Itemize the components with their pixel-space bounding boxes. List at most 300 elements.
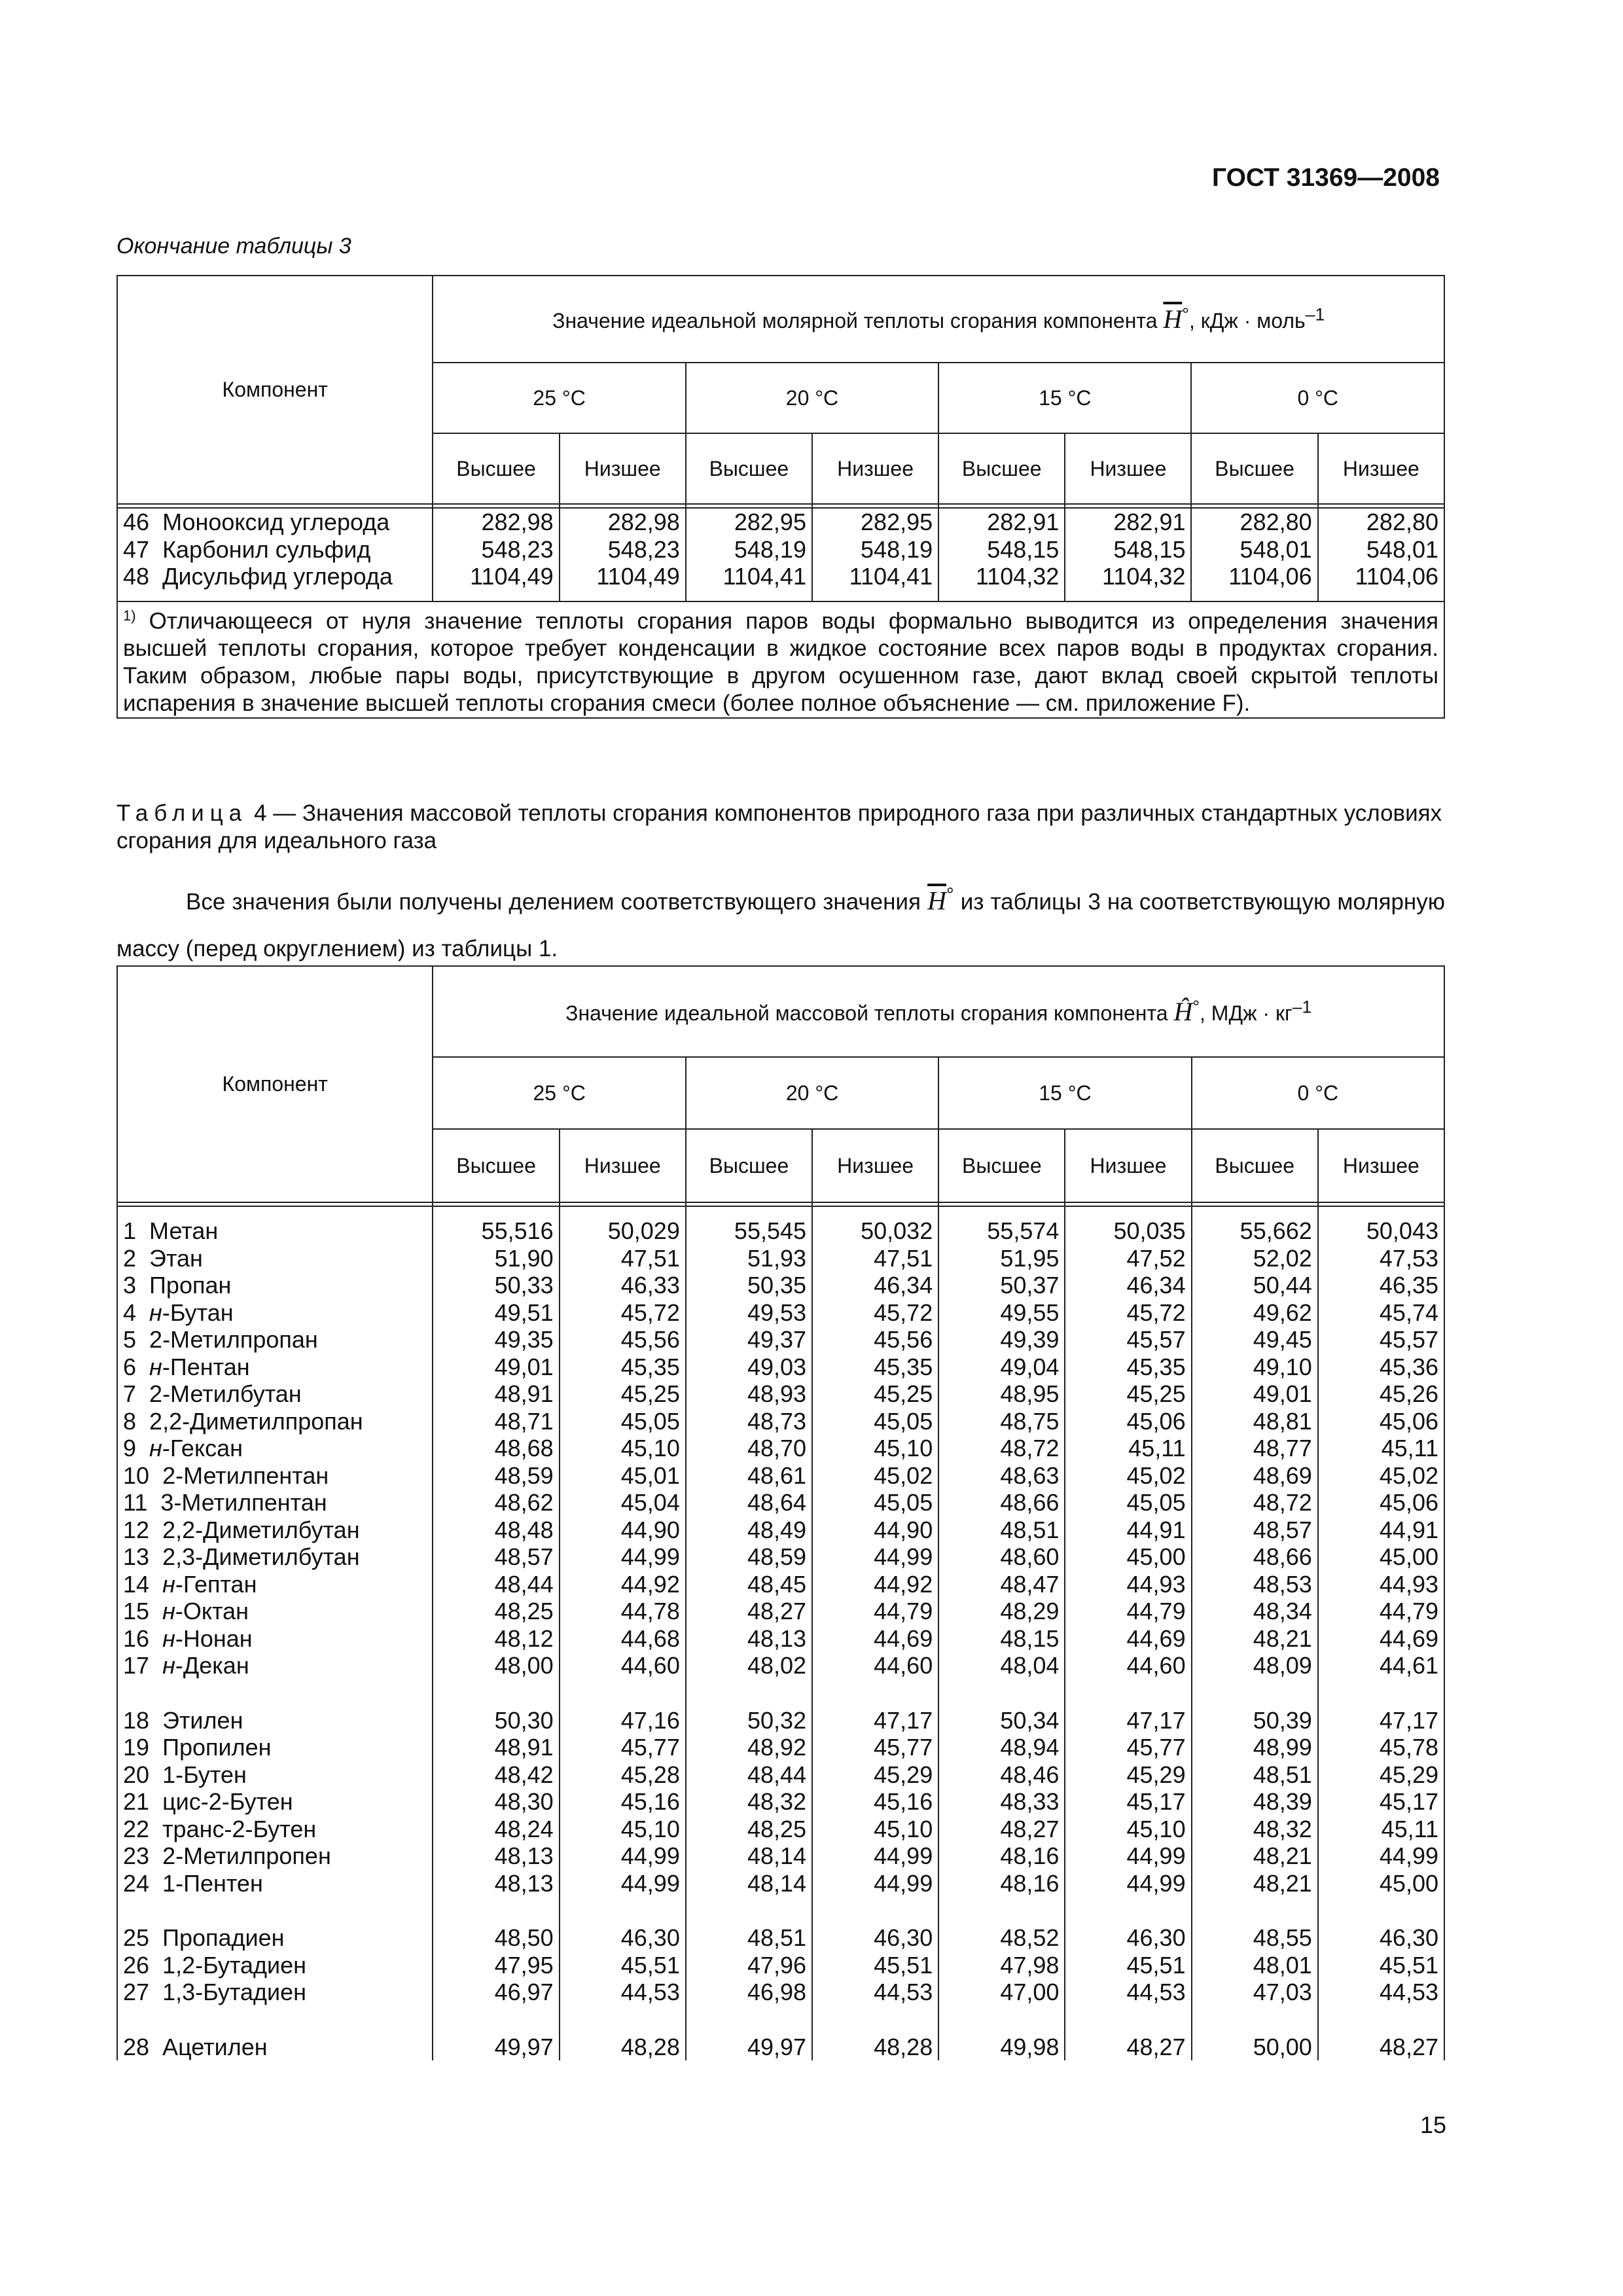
value-cell: 45,16 bbox=[560, 1788, 686, 1816]
intro-text-before: Все значения были получены делением соответствующего значения bbox=[186, 889, 921, 915]
value-cell: 50,043 bbox=[1318, 1217, 1444, 1245]
component-name-cell bbox=[117, 1788, 433, 1816]
mass-heat-units: , МДж · кг bbox=[1200, 1001, 1293, 1025]
component-name-cell bbox=[117, 1217, 433, 1245]
component-name: 1-Бутен bbox=[162, 1761, 247, 1788]
value-cell: 48,16 bbox=[938, 1870, 1065, 1897]
value-cell: 48,44 bbox=[433, 1571, 559, 1598]
value-cell: 49,97 bbox=[433, 2034, 559, 2061]
value-cell: 48,66 bbox=[938, 1489, 1065, 1516]
value-cell: 44,99 bbox=[1065, 1870, 1191, 1897]
component-name-cell bbox=[117, 1924, 433, 1952]
sub-header: Высшее bbox=[1192, 1129, 1318, 1202]
sub-header: Высшее bbox=[686, 1129, 812, 1202]
value-cell: 1104,32 bbox=[938, 563, 1065, 590]
value-cell: 44,99 bbox=[812, 1543, 938, 1571]
value-cell: 45,35 bbox=[1065, 1354, 1191, 1381]
row-number: 19 bbox=[123, 1734, 150, 1761]
value-cell: 45,02 bbox=[812, 1462, 938, 1490]
sub-header: Высшее bbox=[938, 1129, 1065, 1202]
row-number: 18 bbox=[123, 1706, 150, 1734]
value-cell: 44,91 bbox=[1065, 1516, 1191, 1544]
value-cell: 49,55 bbox=[938, 1299, 1065, 1327]
value-cell: 48,32 bbox=[686, 1788, 812, 1816]
footnote bbox=[117, 601, 1444, 719]
table-row bbox=[117, 1952, 1444, 1979]
component-name-cell bbox=[117, 1652, 433, 1679]
value-cell: 48,63 bbox=[938, 1462, 1065, 1490]
normal-prefix: н bbox=[162, 1598, 175, 1624]
footnote-row bbox=[117, 601, 1444, 719]
row-number: 12 bbox=[123, 1516, 150, 1543]
sub-header: Низшее bbox=[560, 433, 686, 504]
component-name: -Нонан bbox=[175, 1624, 253, 1652]
value-cell: 1104,06 bbox=[1191, 563, 1317, 590]
value-cell: 45,29 bbox=[1065, 1761, 1191, 1789]
value-cell: 49,03 bbox=[686, 1354, 812, 1381]
component-name: Этилен bbox=[162, 1706, 243, 1734]
value-cell: 46,30 bbox=[1318, 1924, 1444, 1952]
table3-body bbox=[117, 508, 1444, 590]
value-cell: 48,00 bbox=[433, 1652, 559, 1679]
value-cell: 50,029 bbox=[560, 1217, 686, 1245]
component-name: Ацетилен bbox=[162, 2033, 268, 2060]
value-cell: 48,21 bbox=[1192, 1625, 1318, 1653]
value-cell: 47,96 bbox=[686, 1952, 812, 1979]
value-cell: 282,80 bbox=[1318, 508, 1444, 536]
mass-heat-header bbox=[433, 966, 1444, 1057]
value-cell: 44,53 bbox=[812, 1979, 938, 2006]
table-row bbox=[117, 1543, 1444, 1571]
value-cell: 49,53 bbox=[686, 1299, 812, 1327]
value-cell: 45,04 bbox=[560, 1489, 686, 1516]
value-cell: 45,25 bbox=[812, 1380, 938, 1408]
value-cell: 44,79 bbox=[1318, 1598, 1444, 1625]
value-cell: 44,79 bbox=[1065, 1598, 1191, 1625]
value-cell: 44,99 bbox=[812, 1842, 938, 1870]
sub-header: Низшее bbox=[1318, 1129, 1444, 1202]
value-cell: 46,34 bbox=[812, 1272, 938, 1299]
value-cell: 48,57 bbox=[433, 1543, 559, 1571]
table3-continuation-caption: Окончание таблицы 3 bbox=[116, 234, 351, 259]
component-name-cell bbox=[117, 1380, 433, 1408]
table-row bbox=[117, 1299, 1444, 1327]
row-number: 25 bbox=[123, 1924, 150, 1951]
value-cell: 282,91 bbox=[938, 508, 1065, 536]
component-name: -Пентан bbox=[162, 1353, 250, 1380]
group-gap bbox=[117, 1897, 1444, 1924]
table4-intro bbox=[116, 872, 1445, 972]
value-cell: 1104,41 bbox=[812, 563, 938, 590]
value-cell: 48,62 bbox=[433, 1489, 559, 1516]
row-number: 14 bbox=[123, 1570, 150, 1598]
value-cell: 45,02 bbox=[1065, 1462, 1191, 1490]
value-cell: 49,04 bbox=[938, 1354, 1065, 1381]
component-name-cell bbox=[117, 1489, 433, 1516]
row-number: 48 bbox=[123, 563, 150, 590]
component-name: 2,3-Диметилбутан bbox=[162, 1543, 360, 1570]
value-cell: 48,60 bbox=[938, 1543, 1065, 1571]
value-cell: 49,45 bbox=[1192, 1326, 1318, 1354]
value-cell: 45,51 bbox=[812, 1952, 938, 1979]
normal-prefix: н bbox=[162, 1624, 175, 1652]
value-cell: 47,98 bbox=[938, 1952, 1065, 1979]
value-cell: 49,10 bbox=[1192, 1354, 1318, 1381]
value-cell: 45,16 bbox=[812, 1788, 938, 1816]
value-cell: 48,51 bbox=[686, 1924, 812, 1952]
component-name: Метан bbox=[149, 1217, 219, 1244]
table-row bbox=[117, 1625, 1444, 1653]
row-number: 4 bbox=[123, 1299, 137, 1326]
value-cell: 49,62 bbox=[1192, 1299, 1318, 1327]
sub-header: Низшее bbox=[1065, 433, 1191, 504]
footnote-mark: 1) bbox=[123, 607, 136, 624]
component-name-cell bbox=[117, 1598, 433, 1625]
value-cell: 1104,49 bbox=[560, 563, 686, 590]
value-cell: 48,25 bbox=[686, 1816, 812, 1843]
table-row bbox=[117, 1598, 1444, 1625]
component-name: 2-Метилпропен bbox=[162, 1842, 331, 1869]
component-name: 2-Метилбутан bbox=[149, 1380, 302, 1407]
value-cell: 48,25 bbox=[433, 1598, 559, 1625]
symbol-h-degree: ° bbox=[1182, 304, 1189, 325]
value-cell: 44,60 bbox=[560, 1652, 686, 1679]
component-name: -Октан bbox=[175, 1598, 249, 1624]
component-name-cell bbox=[117, 1435, 433, 1462]
value-cell: 49,01 bbox=[1192, 1380, 1318, 1408]
value-cell: 48,02 bbox=[686, 1652, 812, 1679]
value-cell: 48,77 bbox=[1192, 1435, 1318, 1462]
value-cell: 548,19 bbox=[812, 536, 938, 564]
component-name-cell bbox=[117, 1354, 433, 1381]
table-word: Таблица bbox=[116, 800, 248, 826]
value-cell: 48,48 bbox=[433, 1516, 559, 1544]
value-cell: 44,99 bbox=[560, 1842, 686, 1870]
value-cell: 44,91 bbox=[1318, 1516, 1444, 1544]
value-cell: 45,02 bbox=[1318, 1462, 1444, 1490]
units-exponent: –1 bbox=[1292, 997, 1312, 1017]
component-name-cell bbox=[117, 1761, 433, 1789]
value-cell: 48,21 bbox=[1192, 1870, 1318, 1897]
sub-header: Низшее bbox=[560, 1129, 686, 1202]
value-cell: 45,77 bbox=[560, 1734, 686, 1761]
value-cell: 48,92 bbox=[686, 1734, 812, 1761]
value-cell: 45,35 bbox=[812, 1354, 938, 1381]
table-row bbox=[117, 563, 1444, 590]
row-number: 10 bbox=[123, 1462, 150, 1489]
table-row bbox=[117, 1924, 1444, 1952]
value-cell: 48,12 bbox=[433, 1625, 559, 1653]
row-number: 23 bbox=[123, 1842, 150, 1869]
value-cell: 45,00 bbox=[1318, 1543, 1444, 1571]
component-name-cell bbox=[117, 1462, 433, 1490]
value-cell: 50,032 bbox=[812, 1217, 938, 1245]
table-row bbox=[117, 508, 1444, 536]
component-name: Пропадиен bbox=[162, 1924, 285, 1951]
component-name: Пропан bbox=[149, 1272, 232, 1299]
value-cell: 45,51 bbox=[560, 1952, 686, 1979]
value-cell: 48,93 bbox=[686, 1380, 812, 1408]
value-cell: 52,02 bbox=[1192, 1245, 1318, 1272]
value-cell: 48,27 bbox=[938, 1816, 1065, 1843]
value-cell: 49,37 bbox=[686, 1326, 812, 1354]
value-cell: 44,69 bbox=[1318, 1625, 1444, 1653]
value-cell: 44,99 bbox=[1065, 1842, 1191, 1870]
normal-prefix: н bbox=[149, 1435, 162, 1462]
value-cell: 45,51 bbox=[1318, 1952, 1444, 1979]
value-cell: 48,73 bbox=[686, 1408, 812, 1435]
component-name-cell bbox=[117, 1952, 433, 1979]
value-cell: 47,16 bbox=[560, 1707, 686, 1734]
value-cell: 45,06 bbox=[1065, 1408, 1191, 1435]
value-cell: 48,30 bbox=[433, 1788, 559, 1816]
row-number: 7 bbox=[123, 1380, 137, 1407]
value-cell: 48,95 bbox=[938, 1380, 1065, 1408]
component-name-cell bbox=[117, 1816, 433, 1843]
value-cell: 44,60 bbox=[812, 1652, 938, 1679]
value-cell: 45,10 bbox=[1065, 1816, 1191, 1843]
value-cell: 44,99 bbox=[1318, 1842, 1444, 1870]
value-cell: 44,93 bbox=[1065, 1571, 1191, 1598]
symbol-h: $\overline{H}$ bbox=[927, 886, 946, 916]
component-name-cell bbox=[117, 1979, 433, 2006]
value-cell: 1104,06 bbox=[1318, 563, 1444, 590]
value-cell: 45,56 bbox=[812, 1326, 938, 1354]
normal-prefix: н bbox=[162, 1652, 175, 1679]
value-cell: 44,68 bbox=[560, 1625, 686, 1653]
value-cell: 48,14 bbox=[686, 1870, 812, 1897]
value-cell: 282,95 bbox=[812, 508, 938, 536]
component-name-cell bbox=[117, 1299, 433, 1327]
value-cell: 45,72 bbox=[560, 1299, 686, 1327]
row-number: 16 bbox=[123, 1624, 150, 1652]
value-cell: 45,28 bbox=[560, 1761, 686, 1789]
component-name-cell bbox=[117, 1272, 433, 1299]
sub-header: Высшее bbox=[1191, 433, 1317, 504]
value-cell: 44,69 bbox=[1065, 1625, 1191, 1653]
value-cell: 48,21 bbox=[1192, 1842, 1318, 1870]
symbol-h: $\overline{H}$ bbox=[1163, 304, 1183, 334]
molar-heat-header bbox=[433, 276, 1444, 363]
value-cell: 45,06 bbox=[1318, 1408, 1444, 1435]
value-cell: 48,75 bbox=[938, 1408, 1065, 1435]
value-cell: 51,95 bbox=[938, 1245, 1065, 1272]
value-cell: 48,32 bbox=[1192, 1816, 1318, 1843]
value-cell: 45,10 bbox=[812, 1435, 938, 1462]
row-number: 5 bbox=[123, 1326, 137, 1353]
value-cell: 48,14 bbox=[686, 1842, 812, 1870]
component-name: 2,2-Диметилпропан bbox=[149, 1407, 363, 1435]
value-cell: 44,61 bbox=[1318, 1652, 1444, 1679]
value-cell: 282,95 bbox=[686, 508, 812, 536]
table-row bbox=[117, 1842, 1444, 1870]
value-cell: 48,59 bbox=[433, 1462, 559, 1490]
value-cell: 1104,49 bbox=[433, 563, 559, 590]
value-cell: 45,11 bbox=[1318, 1435, 1444, 1462]
value-cell: 45,72 bbox=[1065, 1299, 1191, 1327]
value-cell: 44,99 bbox=[560, 1870, 686, 1897]
value-cell: 48,69 bbox=[1192, 1462, 1318, 1490]
value-cell: 48,51 bbox=[1192, 1761, 1318, 1789]
temp-header: 20 °С bbox=[686, 363, 938, 433]
value-cell: 44,53 bbox=[1318, 1979, 1444, 2006]
symbol-h-hat: Ĥ bbox=[1173, 997, 1193, 1026]
value-cell: 48,24 bbox=[433, 1816, 559, 1843]
value-cell: 47,17 bbox=[1065, 1707, 1191, 1734]
temp-header: 20 °С bbox=[686, 1057, 938, 1129]
component-name: Карбонил сульфид bbox=[162, 535, 371, 563]
table-row bbox=[117, 536, 1444, 564]
component-name: 2,2-Диметилбутан bbox=[162, 1516, 360, 1543]
component-name: 1,2-Бутадиен bbox=[162, 1951, 307, 1979]
value-cell: 48,09 bbox=[1192, 1652, 1318, 1679]
value-cell: 47,52 bbox=[1065, 1245, 1191, 1272]
sub-header: Высшее bbox=[686, 433, 812, 504]
value-cell: 44,78 bbox=[560, 1598, 686, 1625]
value-cell: 45,77 bbox=[812, 1734, 938, 1761]
value-cell: 282,98 bbox=[560, 508, 686, 536]
component-name: 1,3-Бутадиен bbox=[162, 1979, 307, 2005]
table-row bbox=[117, 1761, 1444, 1789]
value-cell: 45,51 bbox=[1065, 1952, 1191, 1979]
row-number: 20 bbox=[123, 1761, 150, 1788]
value-cell: 44,79 bbox=[812, 1598, 938, 1625]
value-cell: 50,35 bbox=[686, 1272, 812, 1299]
page-number: 15 bbox=[1419, 2111, 1446, 2138]
value-cell: 44,53 bbox=[1065, 1979, 1191, 2006]
row-number: 3 bbox=[123, 1272, 137, 1299]
value-cell: 48,94 bbox=[938, 1734, 1065, 1761]
table-row bbox=[117, 1489, 1444, 1516]
value-cell: 45,57 bbox=[1318, 1326, 1444, 1354]
value-cell: 48,51 bbox=[938, 1516, 1065, 1544]
table-row bbox=[117, 1354, 1444, 1381]
value-cell: 48,61 bbox=[686, 1462, 812, 1490]
value-cell: 48,91 bbox=[433, 1734, 559, 1761]
symbol-h-degree: ° bbox=[1192, 997, 1200, 1017]
component-name-cell bbox=[117, 508, 433, 536]
value-cell: 48,47 bbox=[938, 1571, 1065, 1598]
value-cell: 46,35 bbox=[1318, 1272, 1444, 1299]
value-cell: 282,98 bbox=[433, 508, 559, 536]
row-number: 28 bbox=[123, 2033, 150, 2060]
table-row bbox=[117, 1652, 1444, 1679]
value-cell: 45,29 bbox=[1318, 1761, 1444, 1789]
value-cell: 548,19 bbox=[686, 536, 812, 564]
table-row bbox=[117, 1408, 1444, 1435]
sub-header: Низшее bbox=[1318, 433, 1444, 504]
value-cell: 45,00 bbox=[1065, 1543, 1191, 1571]
temp-header: 15 °С bbox=[938, 363, 1191, 433]
value-cell: 45,05 bbox=[812, 1408, 938, 1435]
value-cell: 48,28 bbox=[560, 2034, 686, 2061]
value-cell: 48,52 bbox=[938, 1924, 1065, 1952]
row-number: 6 bbox=[123, 1353, 137, 1380]
value-cell: 48,16 bbox=[938, 1842, 1065, 1870]
value-cell: 48,42 bbox=[433, 1761, 559, 1789]
component-name-cell bbox=[117, 1543, 433, 1571]
value-cell: 48,04 bbox=[938, 1652, 1065, 1679]
component-name-cell bbox=[117, 1408, 433, 1435]
value-cell: 45,56 bbox=[560, 1326, 686, 1354]
value-cell: 48,72 bbox=[1192, 1489, 1318, 1516]
value-cell: 48,50 bbox=[433, 1924, 559, 1952]
temp-header: 15 °С bbox=[938, 1057, 1191, 1129]
value-cell: 44,90 bbox=[560, 1516, 686, 1544]
value-cell: 45,05 bbox=[560, 1408, 686, 1435]
row-number: 46 bbox=[123, 509, 150, 535]
value-cell: 48,13 bbox=[433, 1842, 559, 1870]
table-row bbox=[117, 1816, 1444, 1843]
value-cell: 48,33 bbox=[938, 1788, 1065, 1816]
value-cell: 46,97 bbox=[433, 1979, 559, 2006]
value-cell: 282,80 bbox=[1191, 508, 1317, 536]
sub-header: Низшее bbox=[1065, 1129, 1191, 1202]
value-cell: 45,00 bbox=[1318, 1870, 1444, 1897]
value-cell: 45,35 bbox=[560, 1354, 686, 1381]
row-number: 11 bbox=[123, 1489, 148, 1516]
value-cell: 48,71 bbox=[433, 1408, 559, 1435]
value-cell: 48,64 bbox=[686, 1489, 812, 1516]
intro-text-after: из таблицы 3 на соответствующую молярную массу (перед округлением) из таблицы 1. bbox=[116, 889, 1445, 961]
component-name: 1-Пентен bbox=[162, 1869, 263, 1897]
component-name-cell bbox=[117, 1326, 433, 1354]
value-cell: 46,33 bbox=[560, 1272, 686, 1299]
component-name: Пропилен bbox=[162, 1734, 272, 1761]
table-row bbox=[117, 1272, 1444, 1299]
table4 bbox=[116, 965, 1445, 2060]
component-name: -Декан bbox=[175, 1652, 249, 1679]
temp-header: 25 °С bbox=[433, 1057, 685, 1129]
value-cell: 548,01 bbox=[1191, 536, 1317, 564]
value-cell: 48,66 bbox=[1192, 1543, 1318, 1571]
component-name: 2-Метилпропан bbox=[149, 1326, 318, 1353]
value-cell: 548,15 bbox=[938, 536, 1065, 564]
temp-header: 25 °С bbox=[433, 363, 685, 433]
value-cell: 45,10 bbox=[560, 1816, 686, 1843]
sub-header: Высшее bbox=[433, 433, 559, 504]
units-exponent: –1 bbox=[1305, 304, 1325, 325]
group-gap bbox=[117, 2006, 1444, 2034]
mass-heat-header-text: Значение идеальной массовой теплоты сгорания компонента bbox=[565, 1001, 1168, 1025]
value-cell: 48,59 bbox=[686, 1543, 812, 1571]
row-number: 22 bbox=[123, 1815, 150, 1842]
value-cell: 44,99 bbox=[812, 1870, 938, 1897]
molar-heat-units: , кДж · моль bbox=[1188, 309, 1306, 332]
value-cell: 48,34 bbox=[1192, 1598, 1318, 1625]
value-cell: 45,10 bbox=[812, 1816, 938, 1843]
value-cell: 45,25 bbox=[560, 1380, 686, 1408]
value-cell: 548,01 bbox=[1318, 536, 1444, 564]
row-number: 2 bbox=[123, 1244, 137, 1272]
table-row bbox=[117, 1870, 1444, 1897]
value-cell: 50,37 bbox=[938, 1272, 1065, 1299]
value-cell: 45,78 bbox=[1318, 1734, 1444, 1761]
table4-title bbox=[116, 800, 1445, 855]
component-name: Дисульфид углерода bbox=[162, 563, 393, 590]
table-row bbox=[117, 1707, 1444, 1734]
value-cell: 282,91 bbox=[1065, 508, 1191, 536]
value-cell: 47,17 bbox=[1318, 1707, 1444, 1734]
component-header: Компонент bbox=[117, 966, 433, 1202]
value-cell: 45,57 bbox=[1065, 1326, 1191, 1354]
value-cell: 45,72 bbox=[812, 1299, 938, 1327]
value-cell: 48,91 bbox=[433, 1380, 559, 1408]
normal-prefix: н bbox=[149, 1299, 162, 1326]
component-name: -Гептан bbox=[175, 1570, 257, 1598]
component-name: -Гексан bbox=[162, 1435, 243, 1462]
footnote-text: Отличающееся от нуля значение теплоты сгорания паров воды формально выводится из определения значения высшей теплоты сгорания, которое требует конденсации в жидкое состояние всех паров воды в продуктах сгорания. Таким образом, любые пары воды, присутствующие в другом осушенном газе, дают вклад своей скрытой теплоты испарения в значение высшей теплоты сгорания смеси (более полное объяснение — см. приложение F). bbox=[123, 608, 1438, 717]
